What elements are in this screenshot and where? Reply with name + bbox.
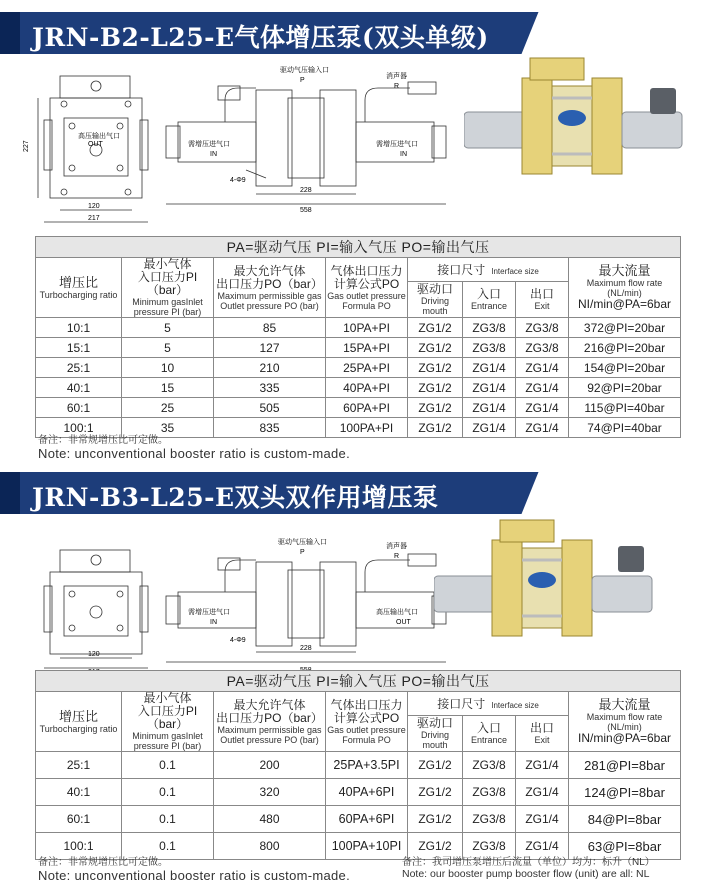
header-iface-en: Interface size xyxy=(491,266,539,276)
cell-drive: ZG1/2 xyxy=(408,806,463,833)
s2-header-formula-cn1: 气体出口压力 xyxy=(330,697,403,712)
cell-exit: ZG1/4 xyxy=(516,358,569,378)
s2-dim-120-label: 120 xyxy=(88,651,100,658)
section1-product-photo xyxy=(464,48,692,198)
cell-max: 85 xyxy=(214,318,326,338)
section2-title-banner xyxy=(0,472,548,514)
drawing-in-right-en: IN xyxy=(400,151,407,158)
cell-entrance: ZG1/4 xyxy=(463,378,516,398)
cell-entrance: ZG3/8 xyxy=(463,338,516,358)
cell-drive: ZG1/2 xyxy=(408,378,463,398)
s2-header-entrance-en: Entrance xyxy=(470,734,508,745)
s2-header-max-en: Maximum permissible gas Outlet pressure PO (bar) xyxy=(217,724,322,745)
cell-formula: 25PA+3.5PI xyxy=(326,752,408,779)
drawing-holes: 4-Φ9 xyxy=(230,177,246,184)
cell-max: 480 xyxy=(214,806,326,833)
cell-drive: ZG1/2 xyxy=(408,338,463,358)
cell-entrance: ZG3/8 xyxy=(463,833,516,860)
s2-header-formula xyxy=(326,692,408,752)
drawing-in-left: 需增压进气口 xyxy=(188,141,230,148)
header-exit xyxy=(516,281,569,317)
cell-exit: ZG1/4 xyxy=(516,806,569,833)
s2-header-min-cn1: 最小气体 xyxy=(143,691,192,705)
cell-flow: 84@PI=8bar xyxy=(569,806,681,833)
section2-spec-table xyxy=(35,670,681,860)
cell-max: 320 xyxy=(214,779,326,806)
header-flow-cn: 最大流量 xyxy=(598,263,651,278)
dim-120-label: 120 xyxy=(88,203,100,210)
cell-ratio: 10:1 xyxy=(36,318,122,338)
cell-formula: 10PA+PI xyxy=(326,318,408,338)
cell-flow: 74@PI=40bar xyxy=(569,418,681,438)
s2-header-flow-cn: 最大流量 xyxy=(598,697,651,712)
cell-flow: 63@PI=8bar xyxy=(569,833,681,860)
s2-drawing-holes: 4-Φ9 xyxy=(230,637,246,644)
section2-product-photo xyxy=(434,512,662,662)
cell-min: 35 xyxy=(122,418,214,438)
s2-header-iface-en: Interface size xyxy=(491,700,539,710)
section2-technical-drawing xyxy=(20,520,460,688)
header-entrance xyxy=(463,281,516,317)
section2-title: JRN-B3-L25-E双头双作用增压泵 xyxy=(32,483,439,512)
cell-ratio: 15:1 xyxy=(36,338,122,358)
cell-exit: ZG1/4 xyxy=(516,752,569,779)
cell-drive: ZG1/2 xyxy=(408,779,463,806)
s2-header-drive-en: Driving mouth xyxy=(420,729,449,750)
cell-ratio: 40:1 xyxy=(36,378,122,398)
cell-ratio: 40:1 xyxy=(36,779,122,806)
s2-drawing-muffler: 消声器 xyxy=(386,543,407,550)
cell-ratio: 25:1 xyxy=(36,358,122,378)
s2-header-max-cn2: 出口压力PO（bar） xyxy=(216,710,323,725)
cell-formula: 15PA+PI xyxy=(326,338,408,358)
s2-header-formula-cn2: 计算公式PO xyxy=(333,710,400,725)
cell-drive: ZG1/2 xyxy=(408,318,463,338)
header-flow-en: Maximum flow rate (NL/min) xyxy=(586,278,663,298)
cell-ratio: 60:1 xyxy=(36,806,122,833)
cell-ratio: 25:1 xyxy=(36,752,122,779)
cell-min: 15 xyxy=(122,378,214,398)
header-drive-cn: 驱动口 xyxy=(416,281,453,296)
section1-title: JRN-B2-L25-E气体增压泵(双头单级) xyxy=(32,23,489,52)
s2-drawing-out-right-en: OUT xyxy=(396,619,411,626)
cell-drive: ZG1/2 xyxy=(408,752,463,779)
cell-max: 505 xyxy=(214,398,326,418)
section2-note-cn-right: 备注：我司增压泵增压后流量（单位）均为：标升（NL） xyxy=(402,857,655,868)
s2-header-iface-cn: 接口尺寸 xyxy=(437,696,486,711)
header-drive xyxy=(408,281,463,317)
cell-exit: ZG1/4 xyxy=(516,779,569,806)
s2-drawing-p: P xyxy=(300,549,305,556)
drawing-out-label: 高压输出气口 xyxy=(78,133,120,140)
drawing-r: R xyxy=(394,83,400,90)
s2-header-ratio-cn: 增压比 xyxy=(58,708,98,724)
cell-flow: 372@PI=20bar xyxy=(569,318,681,338)
s2-drawing-out-right: 高压输出气口 xyxy=(376,609,418,616)
header-entrance-en: Entrance xyxy=(470,300,508,311)
cell-formula: 60PA+PI xyxy=(326,398,408,418)
cell-formula: 100PA+PI xyxy=(326,418,408,438)
header-exit-en: Exit xyxy=(534,300,550,311)
s2-header-exit-cn: 出口 xyxy=(529,720,554,735)
s2-header-exit xyxy=(516,715,569,751)
header-flow xyxy=(569,258,681,318)
cell-drive: ZG1/2 xyxy=(408,418,463,438)
drawing-p: P xyxy=(300,77,305,84)
header-formula xyxy=(326,258,408,318)
s2-header-drive-cn: 驱动口 xyxy=(416,715,453,730)
dim-217-label: 217 xyxy=(88,215,100,222)
table-row xyxy=(36,358,681,378)
dim-227-label: 227 xyxy=(23,140,30,152)
header-min-inlet xyxy=(122,258,214,318)
cell-entrance: ZG3/8 xyxy=(463,318,516,338)
s2-dim-228-label: 228 xyxy=(300,645,312,652)
cell-exit: ZG3/8 xyxy=(516,338,569,358)
s2-header-flow xyxy=(569,692,681,752)
s2-header-ratio-en: Turbocharging ratio xyxy=(39,723,118,734)
header-min-cn2: 入口压力PI（bar） xyxy=(137,270,198,297)
table2-legend: PA=驱动气压 PI=输入气压 PO=输出气压 xyxy=(36,671,681,692)
cell-min: 25 xyxy=(122,398,214,418)
cell-flow: 216@PI=20bar xyxy=(569,338,681,358)
cell-entrance: ZG1/4 xyxy=(463,358,516,378)
s2-header-flow-unit: IN/min@PA=6bar xyxy=(578,731,672,745)
s2-header-interface xyxy=(408,692,569,716)
cell-min: 10 xyxy=(122,358,214,378)
cell-flow: 115@PI=40bar xyxy=(569,398,681,418)
cell-exit: ZG1/4 xyxy=(516,833,569,860)
cell-entrance: ZG3/8 xyxy=(463,779,516,806)
cell-formula: 60PA+6PI xyxy=(326,806,408,833)
s2-header-max-cn1: 最大允许气体 xyxy=(233,697,306,712)
dim-558-label: 558 xyxy=(300,207,312,214)
header-min-cn1: 最小气体 xyxy=(143,257,192,271)
s2-header-drive xyxy=(408,715,463,751)
header-iface-cn: 接口尺寸 xyxy=(437,262,486,277)
cell-ratio: 100:1 xyxy=(36,833,122,860)
drawing-muffler: 消声器 xyxy=(386,73,407,80)
cell-max: 800 xyxy=(214,833,326,860)
cell-exit: ZG1/4 xyxy=(516,378,569,398)
table-row xyxy=(36,378,681,398)
section2-note-en-right: Note: our booster pump booster flow (unit) are all: NL xyxy=(402,868,650,880)
drawing-in-left-en: IN xyxy=(210,151,217,158)
header-interface xyxy=(408,258,569,282)
cell-min: 0.1 xyxy=(122,833,214,860)
cell-max: 210 xyxy=(214,358,326,378)
header-formula-cn2: 计算公式PO xyxy=(333,276,400,291)
table-row xyxy=(36,779,681,806)
cell-entrance: ZG3/8 xyxy=(463,752,516,779)
section1-note-en: Note: unconventional booster ratio is custom-made. xyxy=(38,446,350,461)
s2-header-entrance xyxy=(463,715,516,751)
s2-header-max-outlet xyxy=(214,692,326,752)
cell-max: 335 xyxy=(214,378,326,398)
s2-drawing-r: R xyxy=(394,553,400,560)
s2-header-min-cn2: 入口压力PI（bar） xyxy=(137,704,198,731)
cell-drive: ZG1/2 xyxy=(408,833,463,860)
cell-max: 127 xyxy=(214,338,326,358)
table-row xyxy=(36,318,681,338)
s2-header-formula-en: Gas outlet pressure Formula PO xyxy=(327,724,406,745)
table-row xyxy=(36,752,681,779)
cell-formula: 40PA+PI xyxy=(326,378,408,398)
cell-min: 0.1 xyxy=(122,779,214,806)
s2-drawing-in-left-en: IN xyxy=(210,619,217,626)
cell-formula: 25PA+PI xyxy=(326,358,408,378)
header-max-cn1: 最大允许气体 xyxy=(233,263,306,278)
drawing-out-en: OUT xyxy=(88,141,103,148)
drawing-in-right: 需增压进气口 xyxy=(376,141,418,148)
header-ratio-cn: 增压比 xyxy=(58,274,98,290)
s2-header-min-en: Minimum gasInlet pressure PI (bar) xyxy=(132,731,203,751)
table-row xyxy=(36,398,681,418)
header-exit-cn: 出口 xyxy=(529,286,554,301)
dim-228-label: 228 xyxy=(300,187,312,194)
cell-flow: 154@PI=20bar xyxy=(569,358,681,378)
section1-note-cn: 备注：非常规增压比可定做。 xyxy=(38,435,168,446)
cell-ratio: 60:1 xyxy=(36,398,122,418)
table-row xyxy=(36,338,681,358)
section2-note-cn: 备注：非常规增压比可定做。 xyxy=(38,857,168,868)
cell-flow: 92@PI=20bar xyxy=(569,378,681,398)
cell-formula: 100PA+10PI xyxy=(326,833,408,860)
table-row xyxy=(36,806,681,833)
cell-entrance: ZG1/4 xyxy=(463,398,516,418)
header-ratio xyxy=(36,258,122,318)
cell-max: 200 xyxy=(214,752,326,779)
s2-header-ratio xyxy=(36,692,122,752)
s2-header-entrance-cn: 入口 xyxy=(476,720,501,735)
header-formula-en: Gas outlet pressure Formula PO xyxy=(327,290,406,311)
section2-note-en: Note: unconventional booster ratio is custom-made. xyxy=(38,868,350,883)
cell-exit: ZG3/8 xyxy=(516,318,569,338)
header-ratio-en: Turbocharging ratio xyxy=(39,289,118,300)
header-max-cn2: 出口压力PO（bar） xyxy=(216,276,323,291)
s2-header-min-inlet xyxy=(122,692,214,752)
cell-drive: ZG1/2 xyxy=(408,358,463,378)
cell-entrance: ZG3/8 xyxy=(463,806,516,833)
cell-flow: 281@PI=8bar xyxy=(569,752,681,779)
header-entrance-cn: 入口 xyxy=(476,286,501,301)
section1-technical-drawing xyxy=(20,60,460,228)
table1-legend: PA=驱动气压 PI=输入气压 PO=输出气压 xyxy=(36,237,681,258)
cell-entrance: ZG1/4 xyxy=(463,418,516,438)
cell-min: 0.1 xyxy=(122,806,214,833)
header-flow-unit: NI/min@PA=6bar xyxy=(578,297,672,311)
cell-flow: 124@PI=8bar xyxy=(569,779,681,806)
s2-header-exit-en: Exit xyxy=(534,734,550,745)
section1-spec-table xyxy=(35,236,681,438)
cell-exit: ZG1/4 xyxy=(516,398,569,418)
header-formula-cn1: 气体出口压力 xyxy=(330,263,403,278)
cell-formula: 40PA+6PI xyxy=(326,779,408,806)
s2-drawing-drive-port: 驱动气压输入口 xyxy=(278,539,327,546)
s2-header-flow-en: Maximum flow rate (NL/min) xyxy=(586,712,663,732)
drawing-drive-port: 驱动气压输入口 xyxy=(280,67,329,74)
cell-min: 5 xyxy=(122,338,214,358)
cell-ratio: 100:1 xyxy=(36,418,122,438)
header-drive-en: Driving mouth xyxy=(420,295,449,316)
cell-min: 5 xyxy=(122,318,214,338)
cell-min: 0.1 xyxy=(122,752,214,779)
header-max-en: Maximum permissible gas Outlet pressure PO (bar) xyxy=(217,290,322,311)
cell-drive: ZG1/2 xyxy=(408,398,463,418)
header-min-en: Minimum gasInlet pressure PI (bar) xyxy=(132,297,203,317)
s2-drawing-in-left: 需增压进气口 xyxy=(188,609,230,616)
cell-exit: ZG1/4 xyxy=(516,418,569,438)
header-max-outlet xyxy=(214,258,326,318)
cell-max: 835 xyxy=(214,418,326,438)
